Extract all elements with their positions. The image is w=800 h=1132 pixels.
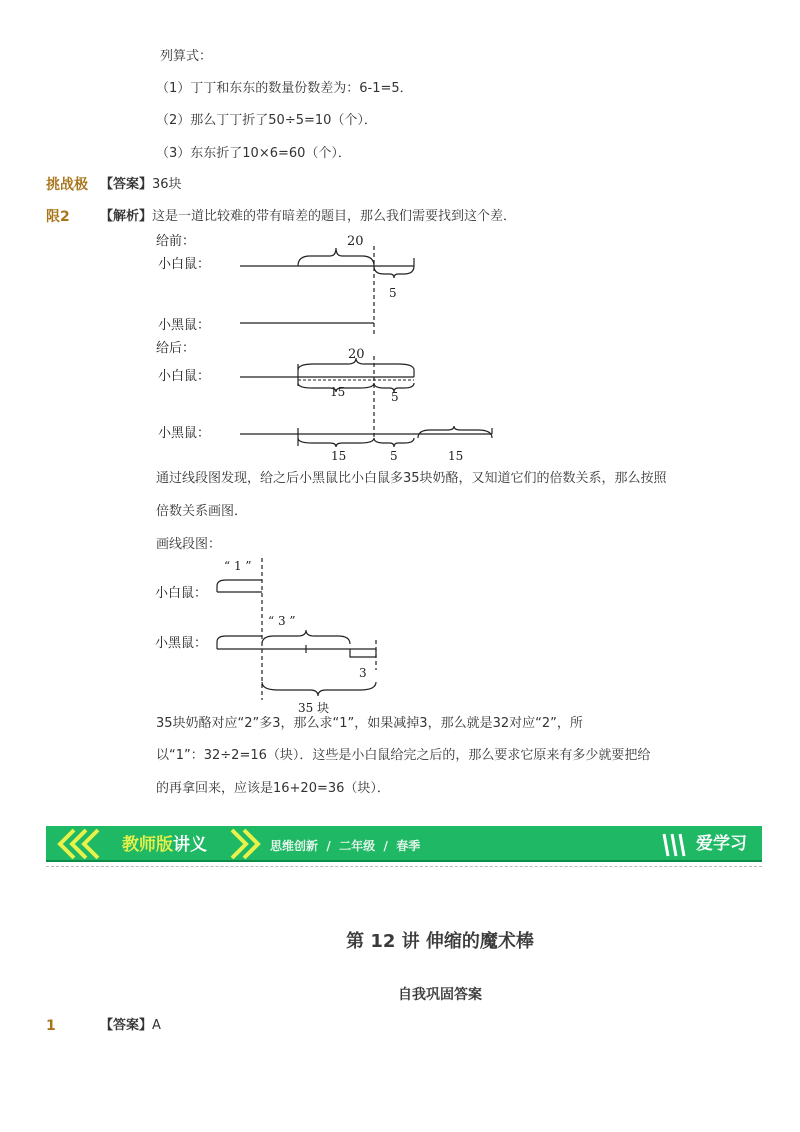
label-5-black: 5 — [390, 449, 398, 463]
draw-label: 画线段图： — [156, 537, 222, 552]
label-20: 20 — [347, 234, 364, 249]
answer-tag: 【答案】 — [100, 177, 153, 192]
black-mouse-label-after: 小黑鼠： — [158, 426, 211, 441]
challenge-answer: 36块 — [152, 177, 182, 192]
step-2: （2）那么丁丁折了50÷5=10（个）． — [156, 113, 377, 128]
lecture-title: 第 12 讲 伸缩的魔术棒 — [346, 931, 534, 952]
analysis-intro: 这是一道比较难的带有暗差的题目，那么我们需要找到这个差． — [152, 209, 517, 224]
formula-label: 列算式： — [160, 49, 213, 64]
brand-logo-text: 爱学习 — [696, 834, 747, 854]
step-3: （3）东东折了10×6=60（个）． — [156, 146, 351, 161]
label-20-after: 20 — [348, 347, 365, 362]
q1-answer-tag: 【答案】 — [100, 1018, 153, 1033]
after-label: 给后： — [156, 341, 196, 356]
white-mouse-label-after: 小白鼠： — [158, 369, 211, 384]
para2-line1: 35块奶酪对应“2”多3，那么求“1”，如果减掉3，那么就是32对应“2”，所 — [156, 716, 583, 731]
para1-line1: 通过线段图发现，给之后小黑鼠比小白鼠多35块奶酪，又知道它们的倍数关系，那么按照 — [156, 471, 667, 486]
limit2-label: 限2 — [46, 209, 70, 225]
step-1: （1）丁丁和东东的数量份数差为：6-1=5． — [156, 81, 413, 96]
section-title: 自我巩固答案 — [398, 987, 482, 1003]
label-three: “ 3 ” — [268, 614, 296, 628]
white-mouse-label: 小白鼠： — [158, 257, 211, 272]
label-15: 15 — [330, 385, 346, 399]
analysis-tag: 【解析】 — [100, 209, 153, 224]
label-5-after: 5 — [391, 390, 399, 404]
black-mouse-label: 小黑鼠： — [158, 318, 211, 333]
q1-answer: A — [152, 1018, 161, 1033]
white-mouse-label-2: 小白鼠： — [155, 586, 208, 601]
black-mouse-label-2: 小黑鼠： — [155, 636, 208, 651]
banner-subtitle: 思维创新 / 二年级 / 春季 — [270, 839, 421, 853]
before-label: 给前： — [156, 234, 196, 249]
label-15-extra: 15 — [448, 449, 464, 463]
para2-line2: 以“1”：32÷2=16（块）．这些是小白鼠给完之后的，那么要求它原来有多少就要把给 — [156, 748, 651, 763]
banner-title — [122, 835, 207, 855]
label-one: “ 1 ” — [224, 559, 252, 573]
challenge-label: 挑战极 — [46, 177, 88, 193]
para1-line2: 倍数关系画图． — [156, 504, 248, 519]
q1-answer-line — [100, 1017, 161, 1035]
question-number: 1 — [46, 1018, 56, 1034]
banner-divider — [46, 866, 762, 867]
banner-title-b: 讲义 — [173, 835, 207, 855]
banner-title-a: 教师版 — [122, 835, 173, 855]
label-3: 3 — [359, 666, 367, 680]
label-15-black: 15 — [331, 449, 347, 463]
label-5: 5 — [389, 286, 397, 300]
label-35: 35 块 — [298, 701, 330, 715]
para2-line3: 的再拿回来，应该是16+20=36（块）． — [156, 781, 390, 796]
